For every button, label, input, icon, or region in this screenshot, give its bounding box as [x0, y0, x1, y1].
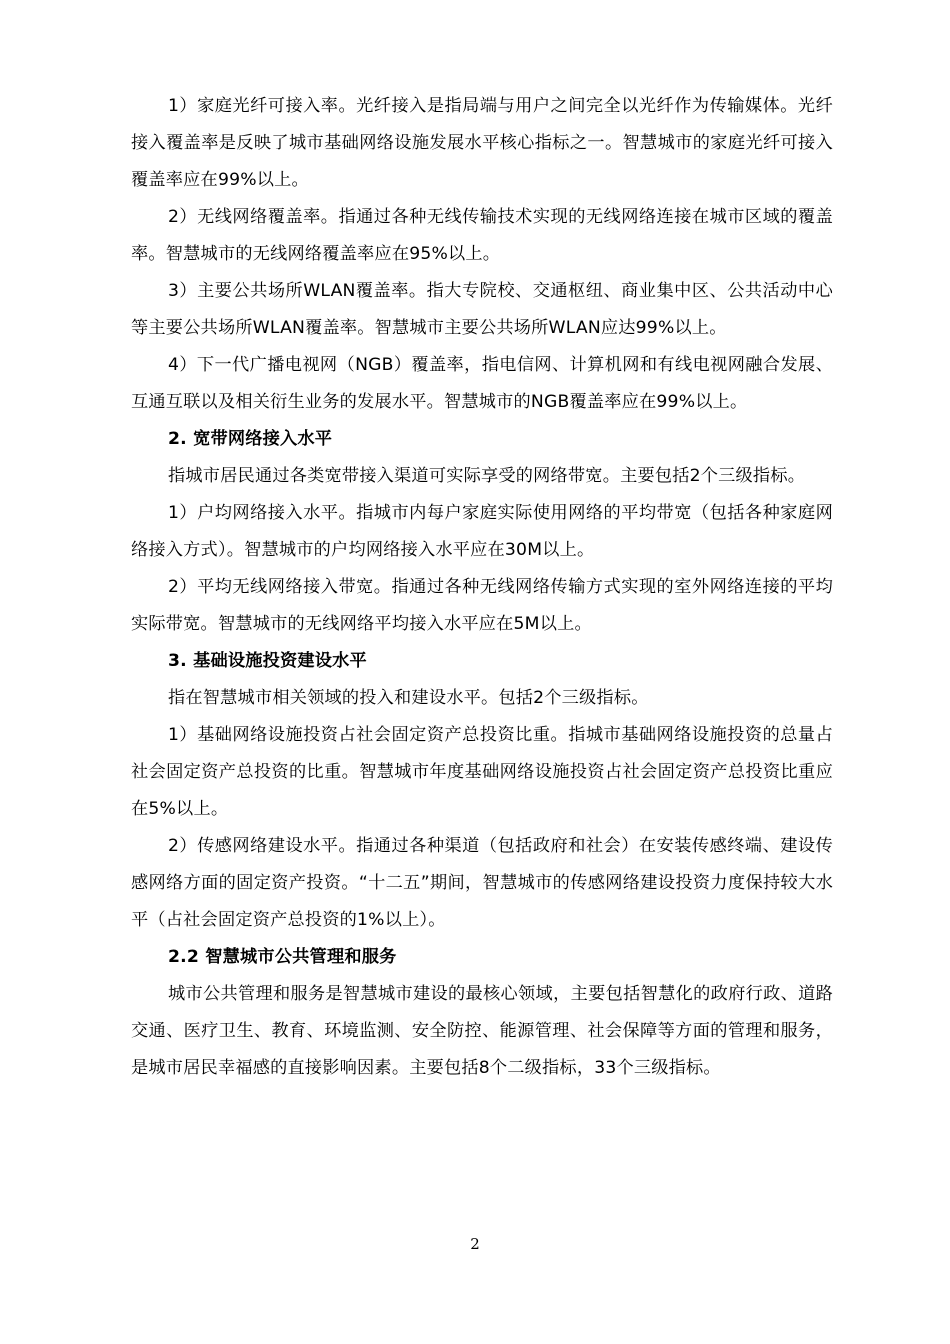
paragraph-household-bandwidth: 1）户均网络接入水平。指城市内每户家庭实际使用网络的平均带宽（包括各种家庭网络接入方式）。智慧城市的户均网络接入水平应在30M以上。: [131, 503, 833, 560]
paragraph-investment-intro: 指在智慧城市相关领域的投入和建设水平。包括2个三级指标。: [168, 688, 649, 708]
paragraph-network-investment: 1）基础网络设施投资占社会固定资产总投资比重。指城市基础网络设施投资的总量占社会固定资产总投资的比重。智慧城市年度基础网络设施投资占社会固定资产总投资比重应在5%以上。: [131, 725, 833, 819]
paragraph-sensor-network: 2）传感网络建设水平。指通过各种渠道（包括政府和社会）在安装传感终端、建设传感网络方面的固定资产投资。“十二五”期间，智慧城市的传感网络建设投资力度保持较大水平（占社会固定资产总投资的1%以上）。: [131, 836, 833, 930]
paragraph-ngb-coverage: 4）下一代广播电视网（NGB）覆盖率，指电信网、计算机网和有线电视网融合发展、互通互联以及相关衍生业务的发展水平。智慧城市的NGB覆盖率应在99%以上。: [131, 355, 833, 412]
paragraph-public-services: 城市公共管理和服务是智慧城市建设的最核心领域，主要包括智慧化的政府行政、道路交通、医疗卫生、教育、环境监测、安全防控、能源管理、社会保障等方面的管理和服务，是城市居民幸福感的直接影响因素。主要包括8个二级指标，33个三级指标。: [131, 984, 833, 1078]
paragraph-broadband-intro: 指城市居民通过各类宽带接入渠道可实际享受的网络带宽。主要包括2个三级指标。: [168, 466, 806, 486]
section-heading-broadband: 2. 宽带网络接入水平: [168, 429, 333, 449]
paragraph-wireless-coverage: 2）无线网络覆盖率。指通过各种无线传输技术实现的无线网络连接在城市区域的覆盖率。智慧城市的无线网络覆盖率应在95%以上。: [131, 207, 833, 264]
section-heading-public-services: 2.2 智慧城市公共管理和服务: [168, 947, 397, 967]
paragraph-wlan-coverage: 3）主要公共场所WLAN覆盖率。指大专院校、交通枢纽、商业集中区、公共活动中心等主要公共场所WLAN覆盖率。智慧城市主要公共场所WLAN应达99%以上。: [131, 281, 833, 338]
section-heading-investment: 3. 基础设施投资建设水平: [168, 651, 367, 671]
document-body: [131, 88, 833, 1087]
page-number: 2: [470, 1235, 480, 1253]
paragraph-fiber-access: 1）家庭光纤可接入率。光纤接入是指局端与用户之间完全以光纤作为传输媒体。光纤接入覆盖率是反映了城市基础网络设施发展水平核心指标之一。智慧城市的家庭光纤可接入覆盖率应在99%以上。: [131, 96, 833, 190]
paragraph-wireless-bandwidth: 2）平均无线网络接入带宽。指通过各种无线网络传输方式实现的室外网络连接的平均实际带宽。智慧城市的无线网络平均接入水平应在5M以上。: [131, 577, 833, 634]
